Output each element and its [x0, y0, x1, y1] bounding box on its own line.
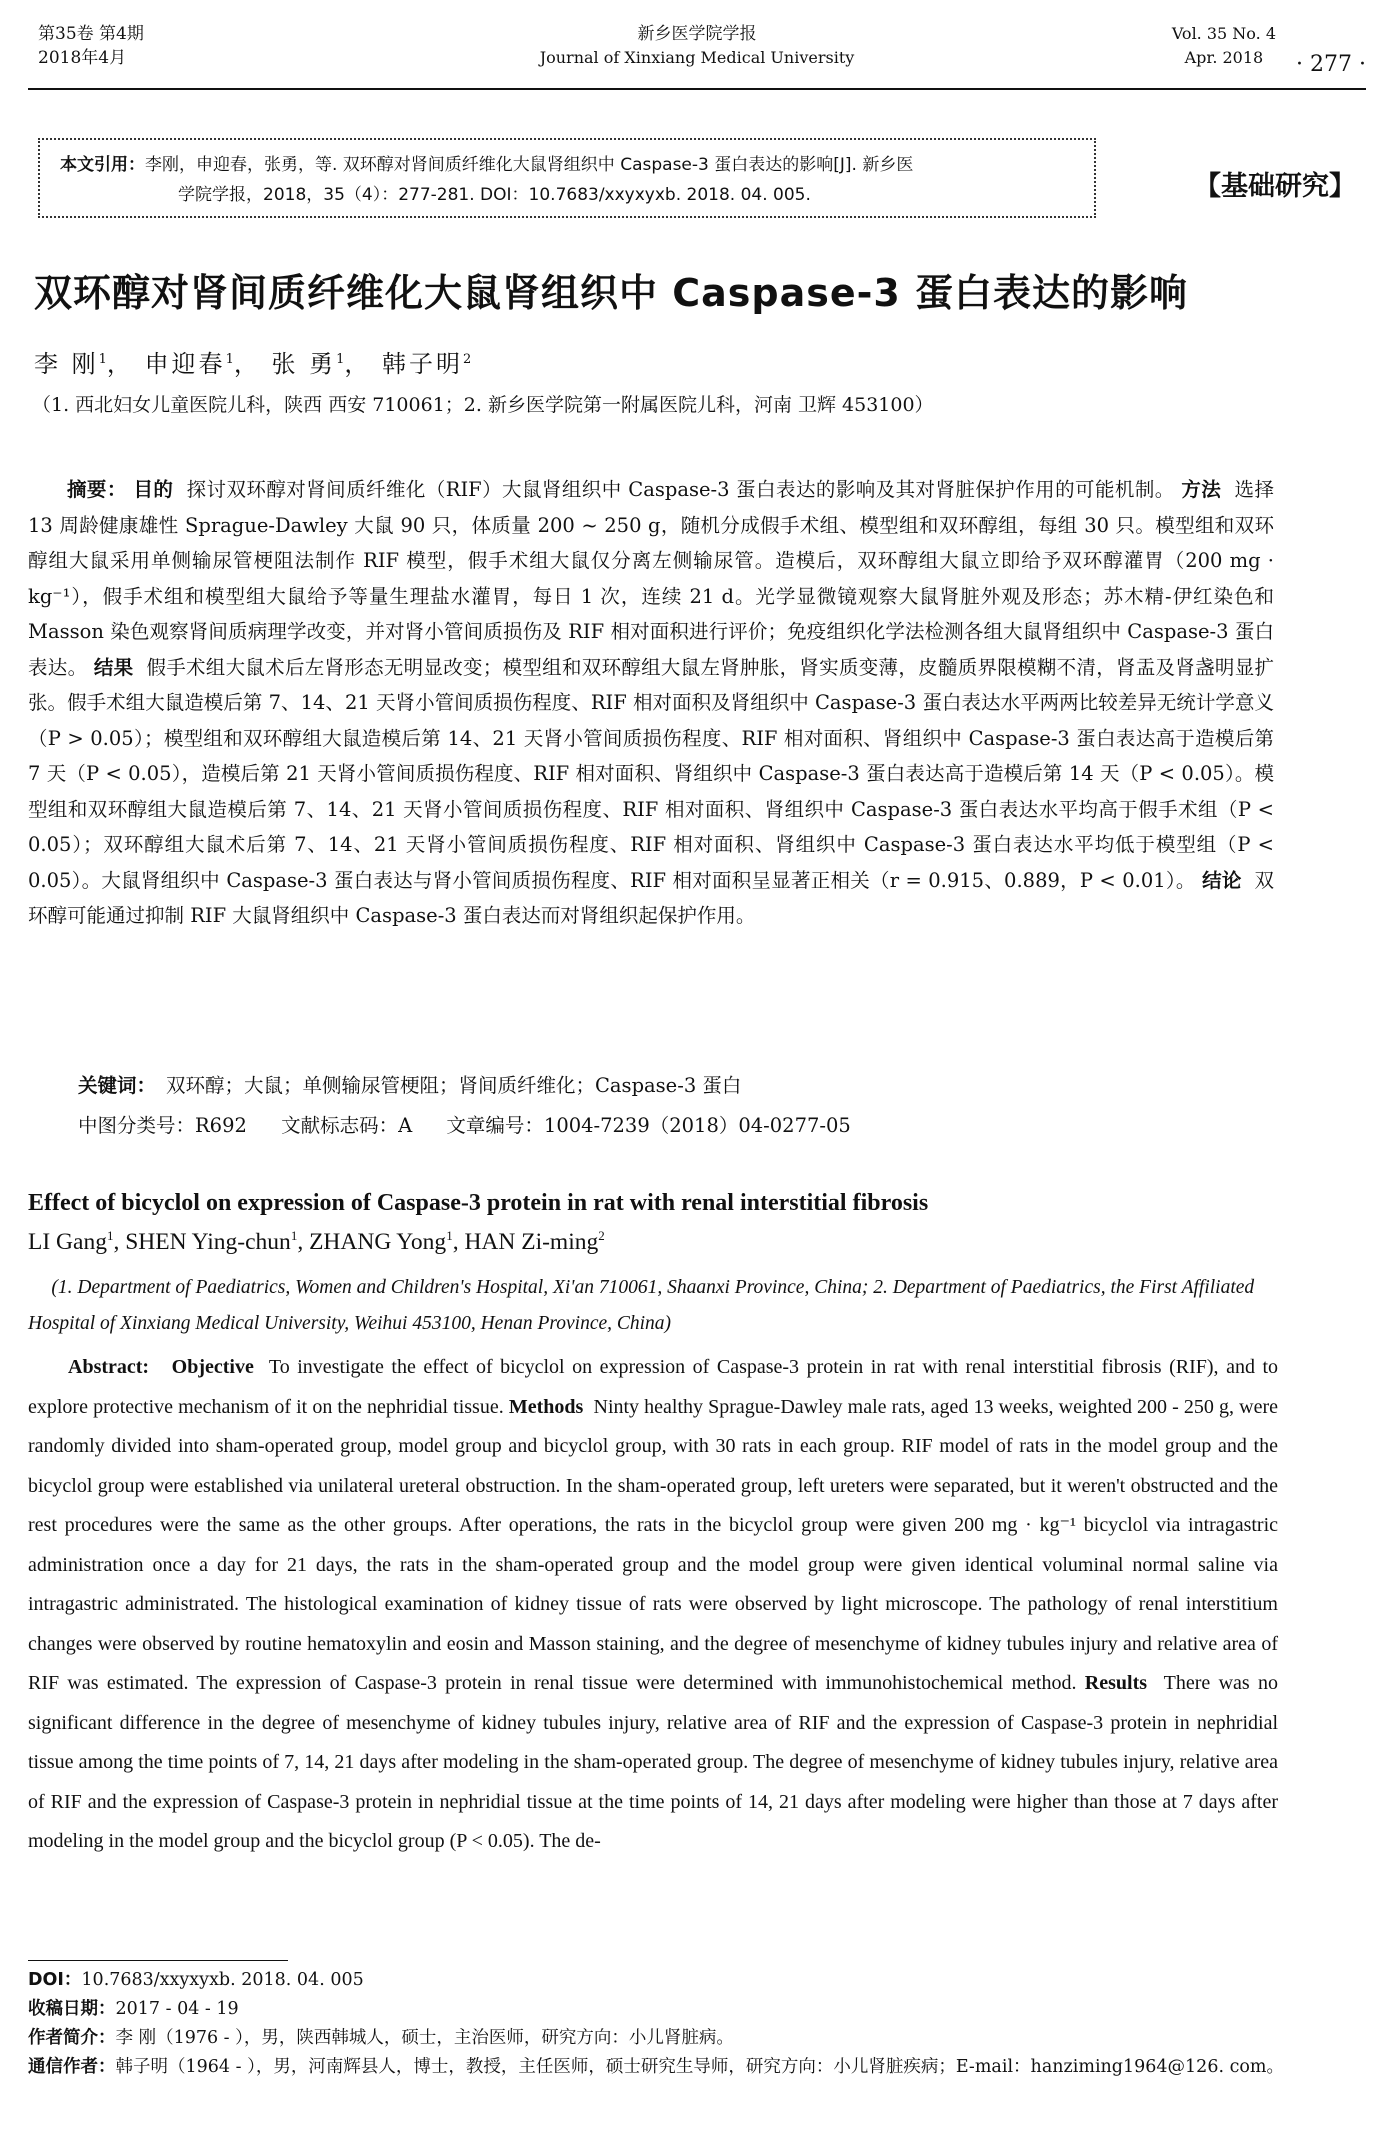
keywords-cn: 关键词： 双环醇；大鼠；单侧输尿管梗阻；肾间质纤维化；Caspase-3 蛋白	[78, 1074, 742, 1097]
footnote-bio: 作者简介：李 刚（1976 - ），男，陕西韩城人，硕士，主治医师，研究方向：小儿肾脏病。	[28, 2028, 734, 2048]
clc-number: 中图分类号：R692	[78, 1114, 247, 1137]
title-en: Effect of bicyclol on expression of Caspase-3 protein in rat with renal interstitial fibrosis	[28, 1190, 929, 1216]
footnote-doi: DOI：10.7683/xxyxyxb. 2018. 04. 005	[28, 1970, 364, 1990]
abstract-cn: 摘要： 目的 探讨双环醇对肾间质纤维化（RIF）大鼠肾组织中 Caspase-3 蛋白表达的影响及其对肾脏保护作用的可能机制。 方法 选择 13 周龄健康雄性 Sprague-Dawley 大鼠 90 只，体质量 200 ~ 250 g，随机分成假手术组、模型组和双环醇组，每组 30 只。模型组和双环醇组大鼠采用单侧输尿管梗阻法制作 RIF 模型，假手术组大鼠仅分离左侧输尿管。造模后，双环醇组大鼠立即给予双环醇灌胃（200 mg · kg⁻¹），假手术组和模型组大鼠给予等量生理盐水灌胃，每日 1 次，连续 21 d。光学显微镜观察大鼠肾脏外观及形态；苏木精-伊红染色和 Masson 染色观察肾间质病理学改变，并对肾小管间质损伤及 RIF 相对面积进行评价；免疫组织化学法检测各组大鼠肾组织中 Caspase-3 蛋白表达。 结果 假手术组大鼠术后左肾形态无明显改变；模型组和双环醇组大鼠左肾肿胀，肾实质变薄，皮髓质界限模糊不清，肾盂及肾盏明显扩张。假手术组大鼠造模后第 7、14、21 天肾小管间质损伤程度、RIF 相对面积及肾组织中 Caspase-3 蛋白表达水平两两比较差异无统计学意义（P > 0.05）；模型组和双环醇组大鼠造模后第 14、21 天肾小管间质损伤程度、RIF 相对面积、肾组织中 Caspase-3 蛋白表达高于造模后第 7 天（P < 0.05），造模后第 21 天肾小管间质损伤程度、RIF 相对面积、肾组织中 Caspase-3 蛋白表达高于造模后第 14 天（P < 0.05）。模型组和双环醇组大鼠造模后第 7、14、21 天肾小管间质损伤程度、RIF 相对面积、肾组织中 Caspase-3 蛋白表达水平均高于假手术组（P < 0.05）；双环醇组大鼠术后第 7、14、21 天肾小管间质损伤程度、RIF 相对面积、肾组织中 Caspase-3 蛋白表达水平均低于模型组（P < 0.05）。大鼠肾组织中 Caspase-3 蛋白表达与肾小管间质损伤程度、RIF 相对面积呈显著正相关（r = 0.915、0.889，P < 0.01）。 结论 双环醇可能通过抑制 RIF 大鼠肾组织中 Caspase-3 蛋白表达而对肾组织起保护作用。	[28, 478, 1274, 927]
footnote-rule	[28, 1960, 288, 1961]
journal-name: 新乡医学院学报 Journal of Xinxiang Medical University	[539, 24, 855, 67]
authors-en: LI Gang$^1$, SHEN Ying-chun$^1$, ZHANG Yong$^1$, HAN Zi-ming$^2$	[28, 1228, 605, 1255]
abstract-en: Abstract: Objective To investigate the effect of bicyclol on expression of Caspase-3 protein in rat with renal interstitial fibrosis (RIF), and to explore protective mechanism of it on the nephridial tissue. Methods Ninty healthy Sprague-Dawley male rats, aged 13 weeks, weighted 200 - 250 g, were randomly divided into sham-operated group, model group and bicyclol group, with 30 rats in each group. RIF model of rats in the model group and the bicyclol group were established via unilateral ureteral obstruction. In the sham-operated group, left ureters were separated, but it weren't obstructed and the rest procedures were the same as the other groups. After operations, the rats in the bicyclol group were given 200 mg · kg⁻¹ bicyclol via intragastric administration once a day for 21 days, the rats in the sham-operated group and the model group were given identical voluminal normal saline via intragastric administrated. The histological examination of kidney tissue of rats were observed by light microscope. The pathology of renal interstitium changes were observed by routine hematoxylin and eosin and Masson staining, and the degree of mesenchyme of kidney tubules injury and relative area of RIF was estimated. The expression of Caspase-3 protein in renal tissue were determined with immunohistochemical method. Results There was no significant difference in the degree of mesenchyme of kidney tubules injury, relative area of RIF and the expression of Caspase-3 protein in nephridial tissue among the time points of 7, 14, 21 days after modeling in the sham-operated group. The degree of mesenchyme of kidney tubules injury, relative area of RIF and the expression of Caspase-3 protein in nephridial tissue at the time points of 14, 21 days after modeling were higher than those at 7 days after modeling in the model group and the bicyclol group (P < 0.05). The de-	[28, 1356, 1279, 1852]
author: 张 勇	[271, 350, 337, 378]
document-code: 文献标志码：A	[281, 1114, 413, 1137]
footnote-correspondence: 通信作者：韩子明（1964 - ），男，河南辉县人，博士，教授，主任医师，硕士研究生导师，研究方向：小儿肾脏疾病；E-mail：hanziming1964@126. com。	[28, 2057, 1285, 2077]
footnote-received: 收稿日期：2017 - 04 - 19	[28, 1999, 239, 2019]
volume-info: Vol. 35 No. 4 Apr. 2018	[1171, 24, 1276, 67]
page-number: · 277 ·	[1296, 52, 1366, 77]
issue-info: 第35卷 第4期 2018年4月	[38, 24, 144, 68]
footnotes	[28, 1966, 1298, 2082]
author: 韩子明	[382, 350, 464, 378]
running-header	[28, 22, 1366, 88]
citation-label: 本文引用：	[60, 155, 145, 175]
article-category: 【基础研究】	[1194, 171, 1356, 202]
citation-line1: 李刚，申迎春，张勇，等. 双环醇对肾间质纤维化大鼠肾组织中 Caspase-3 蛋白表达的影响[J]. 新乡医	[145, 155, 914, 175]
citation-box	[38, 138, 1096, 218]
authors-cn: 李 刚$^1$， 申迎春$^1$， 张 勇$^1$， 韩子明$^2$	[34, 350, 472, 378]
citation-line2: 学院学报，2018，35（4）：277-281. DOI：10.7683/xxyxyxb. 2018. 04. 005.	[178, 185, 811, 205]
author: 申迎春	[144, 350, 226, 378]
article-number: 文章编号：1004-7239（2018）04-0277-05	[446, 1114, 851, 1137]
title-cn: 双环醇对肾间质纤维化大鼠肾组织中 Caspase-3 蛋白表达的影响	[34, 271, 1189, 315]
classification-line	[78, 1110, 879, 1138]
author: 李 刚	[34, 350, 99, 378]
header-rule	[28, 88, 1366, 90]
affiliation-cn: （1. 西北妇女儿童医院儿科，陕西 西安 710061；2. 新乡医学院第一附属医院儿科，河南 卫辉 453100）	[32, 394, 934, 416]
affiliation-en: (1. Department of Paediatrics, Women and Children's Hospital, Xi'an 710061, Shaanxi Province, China; 2. Department of Paediatrics, the First Affiliated Hospital of Xinxiang Medical University, Weihui 453100, Henan Province, China)	[28, 1277, 1255, 1334]
